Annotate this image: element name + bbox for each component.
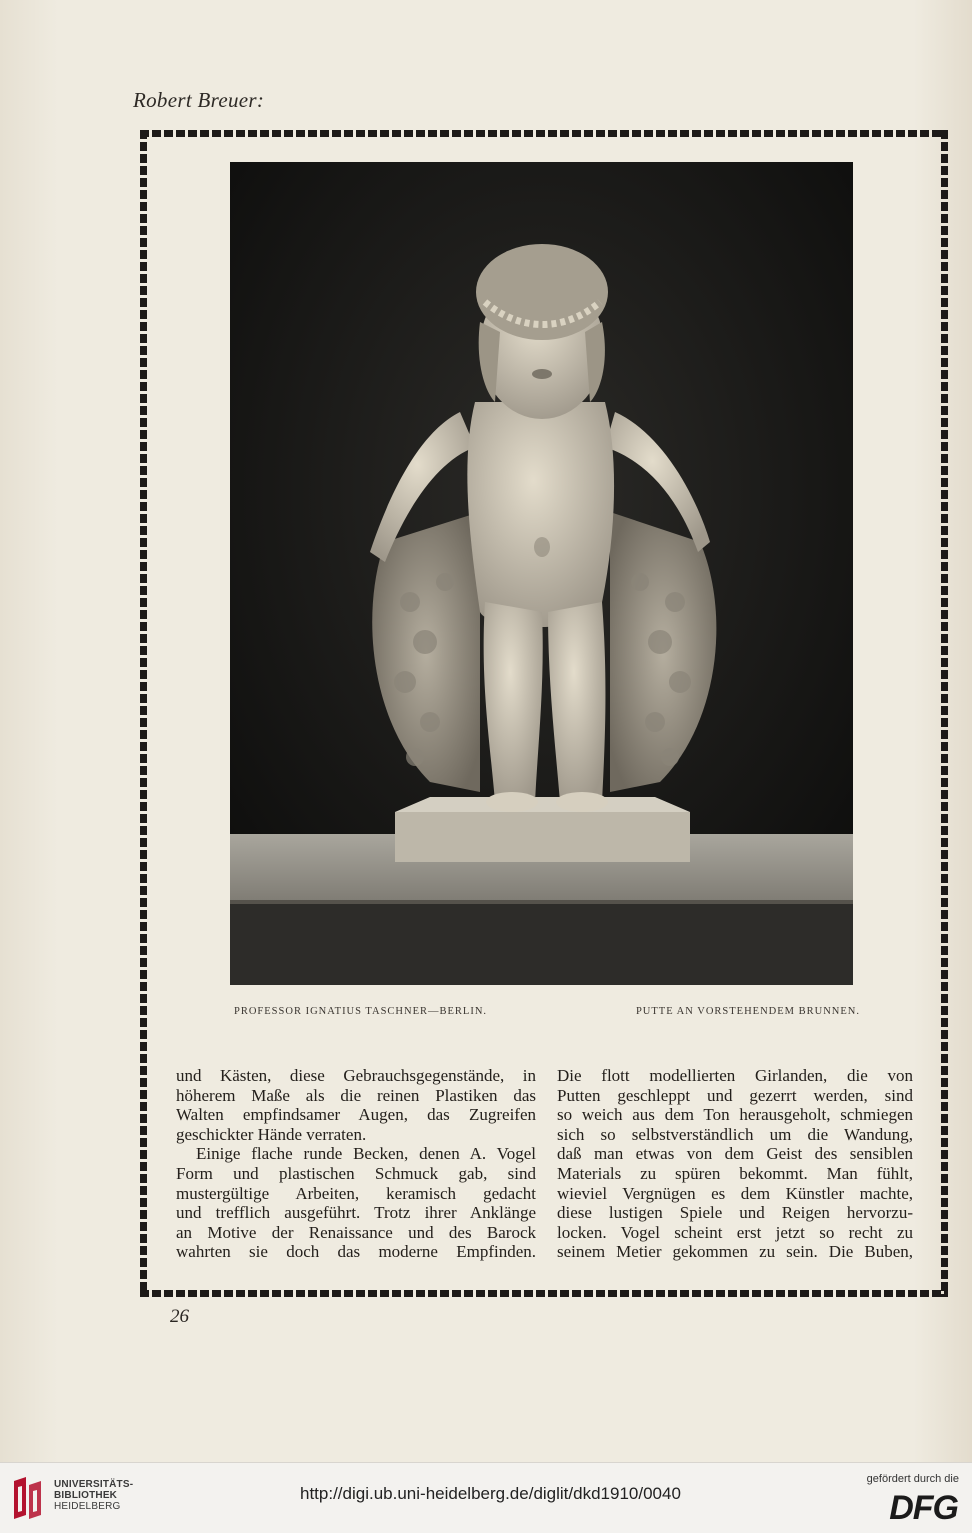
text-line: diese lustigen Spiele und Reigen hervorzu- [557, 1203, 913, 1223]
text-line: daß man etwas von dem Geist des sensiblen [557, 1144, 913, 1164]
sculpture-photograph [230, 162, 853, 985]
text-line: Walten empfindsamer Augen, das Zugreifen [176, 1105, 536, 1125]
text-line: wahrten sie doch das moderne Empfinden. [176, 1242, 536, 1262]
page-number: 26 [170, 1306, 189, 1327]
university-library-logo-icon [10, 1475, 48, 1519]
caption-artist: PROFESSOR IGNATIUS TASCHNER—BERLIN. [234, 1006, 488, 1017]
caption-title: PUTTE AN VORSTEHENDEM BRUNNEN. [635, 1006, 860, 1017]
text-column-right [557, 1066, 913, 1262]
dashed-border-left [140, 130, 147, 1297]
text-line: und trefflich ausgeführt. Trotz ihrer Anklänge [176, 1203, 536, 1223]
putto-figure-image [230, 162, 853, 985]
text-line: seinem Metier gekommen zu sein. Die Buben, [557, 1242, 913, 1262]
digitization-footer [0, 1462, 972, 1533]
permalink-url[interactable]: http://digi.ub.uni-heidelberg.de/diglit/dkd1910/0040 [300, 1484, 681, 1503]
text-line: Materials zu spüren bekommt. Man fühlt, [557, 1163, 913, 1183]
dfg-logo: DFG [889, 1489, 958, 1527]
text-line: locken. Vogel scheint erst jetzt so recht zu [557, 1222, 913, 1242]
running-head: Robert Breuer: [133, 88, 265, 112]
text-line: wieviel Vergnügen es dem Künstler machte, [557, 1183, 913, 1203]
text-line: und Kästen, diese Gebrauchsgegenstände, in [176, 1066, 536, 1085]
text-line: so weich aus dem Ton herausgeholt, schmiegen [557, 1105, 913, 1125]
text-line: Einige flache runde Becken, denen A. Vogel [196, 1144, 536, 1164]
dashed-border-right [941, 130, 948, 1297]
funding-note: gefördert durch die [866, 1473, 959, 1485]
text-line: Form und plastischen Schmuck gab, sind [176, 1163, 536, 1183]
dashed-border-top [140, 130, 948, 137]
library-name: UNIVERSITÄTS- BIBLIOTHEK HEIDELBERG [54, 1479, 134, 1512]
text-line: geschickter Hände verraten. [176, 1124, 367, 1144]
text-line: Die flott modellierten Girlanden, die von [557, 1066, 913, 1085]
text-line: höherem Maße als die reinen Plastiken das [176, 1085, 536, 1105]
text-line: sich so selbstverständlich um die Wandung, [557, 1124, 913, 1144]
text-line: Putten geschleppt und gezerrt werden, sind [557, 1085, 913, 1105]
dashed-border-bottom [140, 1290, 948, 1297]
text-line: mustergültige Arbeiten, keramisch gedacht [176, 1183, 536, 1203]
text-line: an Motive der Renaissance und des Barock [176, 1222, 536, 1242]
text-column-left [176, 1066, 536, 1262]
